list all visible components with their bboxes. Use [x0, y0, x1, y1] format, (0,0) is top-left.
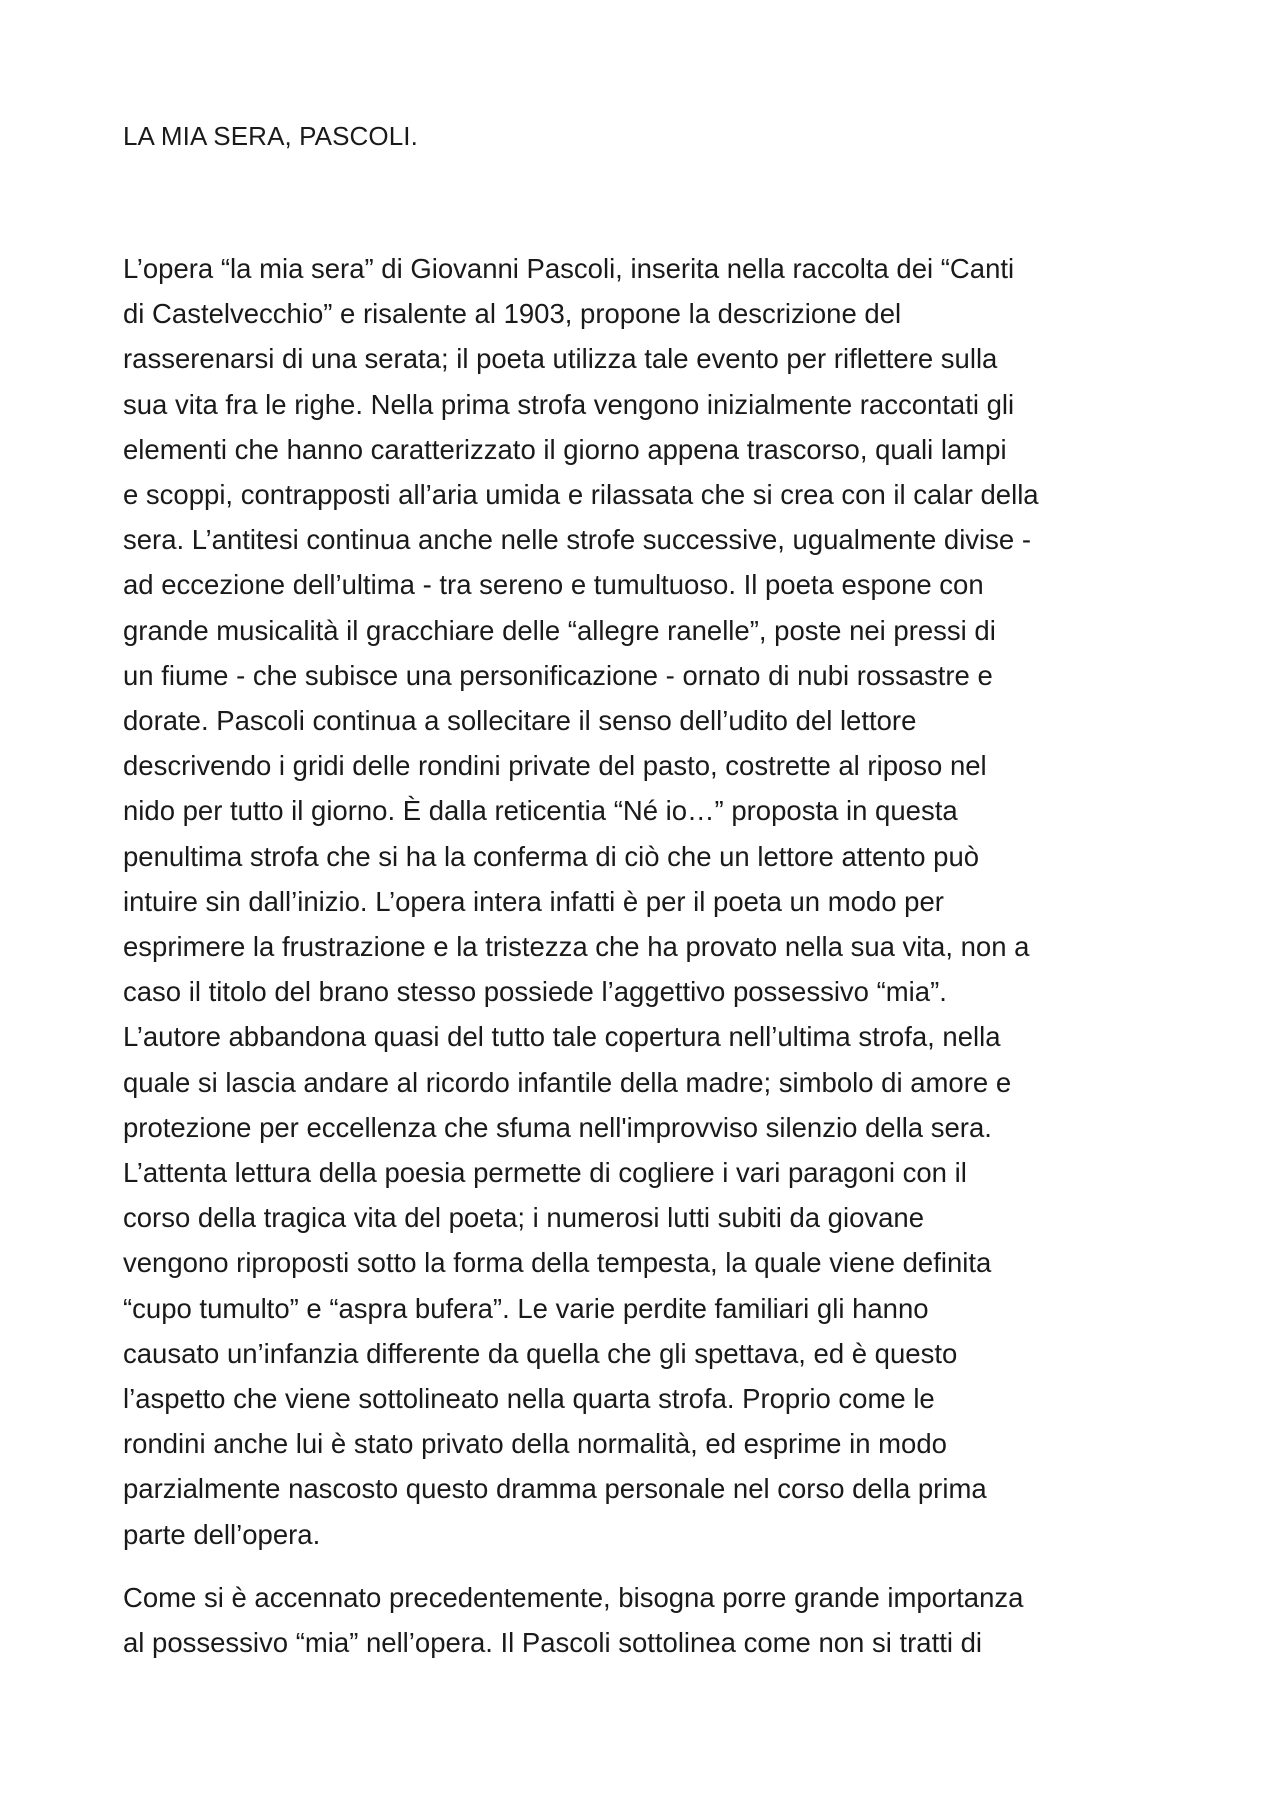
text-line: L’autore abbandona quasi del tutto tale copertura nell’ultima strofa, nella	[123, 1021, 1001, 1053]
text-line: un fiume - che subisce una personificazione - ornato di nubi rossastre e	[123, 659, 993, 691]
text-line: elementi che hanno caratterizzato il giorno appena trascorso, quali lampi	[123, 433, 1007, 465]
text-line: grande musicalità il gracchiare delle “allegre ranelle”, poste nei pressi di	[123, 614, 996, 646]
text-line: intuire sin dall’inizio. L’opera intera infatti è per il poeta un modo per	[123, 885, 944, 917]
text-line: al possessivo “mia” nell’opera. Il Pascoli sottolinea come non si tratti di	[123, 1627, 982, 1659]
text-line: protezione per eccellenza che sfuma nell'improvviso silenzio della sera.	[123, 1111, 992, 1143]
text-line: corso della tragica vita del poeta; i numerosi lutti subiti da giovane	[123, 1202, 925, 1234]
text-line: dorate. Pascoli continua a sollecitare il senso dell’udito del lettore	[123, 705, 917, 737]
text-line: L’attenta lettura della poesia permette di cogliere i vari paragoni con il	[123, 1157, 967, 1189]
text-line: causato un’infanzia differente da quella che gli spettava, ed è questo	[123, 1337, 958, 1369]
document-title: LA MIA SERA, PASCOLI.	[123, 121, 418, 151]
document-page	[123, 118, 1183, 1683]
text-line: L’opera “la mia sera” di Giovanni Pascoli, inserita nella raccolta dei “Canti	[123, 253, 1015, 284]
text-line: l’aspetto che viene sottolineato nella quarta strofa. Proprio come le	[123, 1383, 935, 1415]
text-line: Come si è accennato precedentemente, bisogna porre grande importanza	[123, 1581, 1024, 1613]
text-line: parzialmente nascosto questo dramma personale nel corso della prima	[123, 1473, 987, 1505]
text-line: parte dell’opera.	[123, 1518, 321, 1550]
text-line: vengono riproposti sotto la forma della tempesta, la quale viene definita	[123, 1247, 992, 1279]
text-line: quale si lascia andare al ricordo infantile della madre; simbolo di amore e	[123, 1066, 1012, 1098]
paragraph-1	[123, 246, 1183, 1557]
paragraph-2	[123, 1575, 1183, 1665]
text-line: penultima strofa che si ha la conferma di ciò che un lettore attento può	[123, 840, 980, 872]
text-line: “cupo tumulto” e “aspra bufera”. Le varie perdite familiari gli hanno	[123, 1292, 929, 1324]
text-line: e scoppi, contrapposti all’aria umida e rilassata che si crea con il calar della	[123, 479, 1039, 511]
text-line: caso il titolo del brano stesso possiede l’aggettivo possessivo “mia”.	[123, 976, 947, 1008]
text-line: sera. L’antitesi continua anche nelle strofe successive, ugualmente divise -	[123, 524, 1032, 556]
text-line: di Castelvecchio” e risalente al 1903, propone la descrizione del	[123, 298, 902, 330]
text-line: nido per tutto il giorno. È dalla reticentia “Né io…” proposta in questa	[123, 795, 958, 827]
text-line: rondini anche lui è stato privato della normalità, ed esprime in modo	[123, 1428, 947, 1460]
text-line: sua vita fra le righe. Nella prima strofa vengono inizialmente raccontati gli	[123, 388, 1015, 420]
text-line: descrivendo i gridi delle rondini private del pasto, costrette al riposo nel	[123, 750, 987, 782]
text-line: rasserenarsi di una serata; il poeta utilizza tale evento per riflettere sulla	[123, 343, 998, 375]
text-line: esprimere la frustrazione e la tristezza che ha provato nella sua vita, non a	[123, 931, 1030, 963]
text-line: ad eccezione dell’ultima - tra sereno e tumultuoso. Il poeta espone con	[123, 569, 984, 601]
